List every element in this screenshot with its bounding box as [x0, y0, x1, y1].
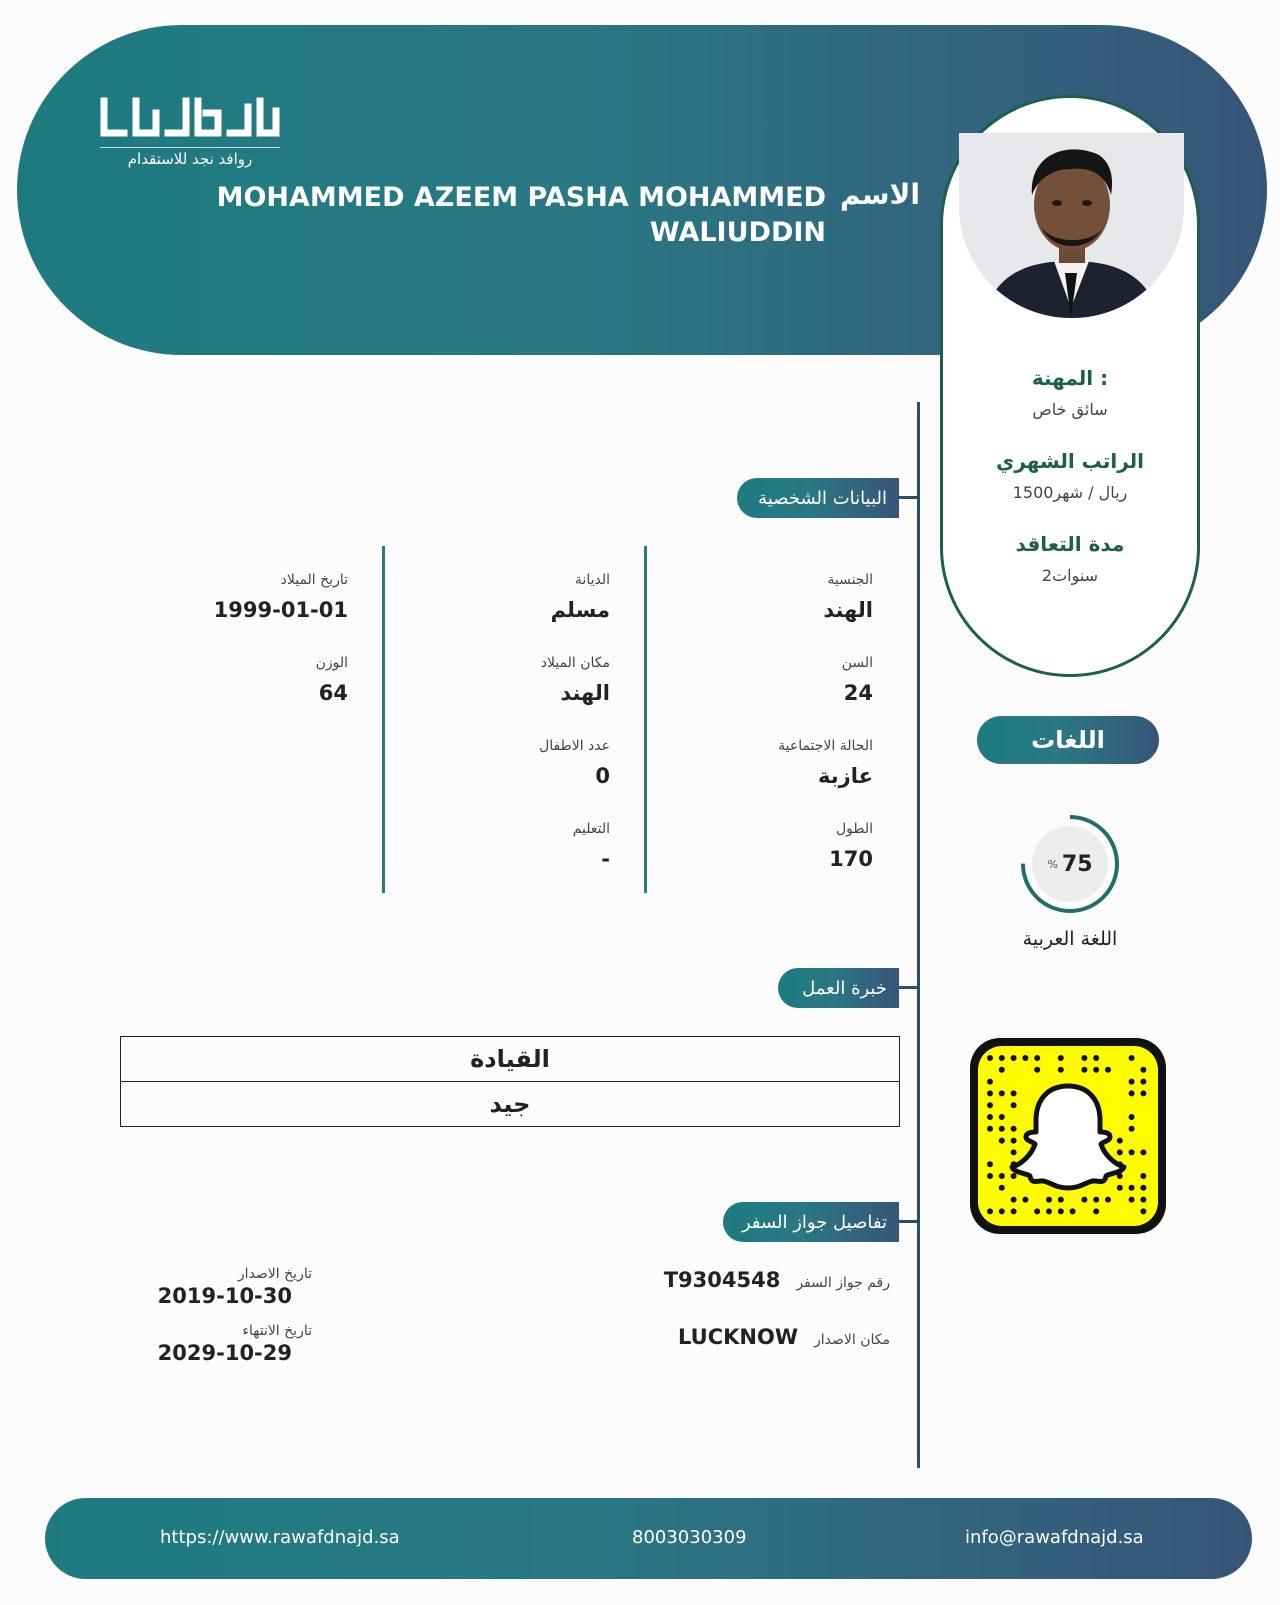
snapcode-dot [1011, 1138, 1017, 1144]
snapcode-dot [987, 1079, 993, 1085]
table-row [121, 1037, 900, 1082]
snapcode-dot [1129, 1079, 1135, 1085]
snapcode-dot [1022, 1197, 1028, 1203]
snapcode-dot [999, 1090, 1005, 1096]
snapcode-dot [1117, 1138, 1123, 1144]
snapcode-dot [999, 1126, 1005, 1132]
nationality-label: الجنسية [827, 572, 873, 588]
snapcode-dot [1140, 1197, 1146, 1203]
snapcode-dot [1058, 1067, 1064, 1073]
snapcode-dot [1034, 1055, 1040, 1061]
field-weight [316, 655, 348, 705]
marital-label: الحالة الاجتماعية [778, 738, 873, 754]
name-label: الاسم [840, 178, 920, 211]
dob-label: تاريخ الميلاد [280, 572, 348, 588]
snapcode-dot [1129, 1055, 1135, 1061]
birthplace-label: مكان الميلاد [540, 655, 610, 671]
snapcode-dot [999, 1067, 1005, 1073]
table-cell: القيادة [121, 1037, 900, 1082]
issue-place-row [678, 1325, 890, 1349]
snapcode-dot [1093, 1197, 1099, 1203]
snapcode-dot [999, 1208, 1005, 1214]
expiry-date-block [242, 1323, 312, 1339]
snapcode-dot [1093, 1067, 1099, 1073]
table-row [121, 1082, 900, 1127]
snapcode-dot [1129, 1197, 1135, 1203]
field-religion [551, 572, 610, 622]
issue-date-value: 2019-10-30 [157, 1284, 292, 1308]
snapcode-dot [1129, 1149, 1135, 1155]
snapcode-dot [987, 1055, 993, 1061]
age-value: 24 [843, 681, 873, 705]
candidate-name: MOHAMMED AZEEM PASHA MOHAMMED WALIUDDIN [216, 182, 826, 248]
snapcode-dot [987, 1161, 993, 1167]
section-personal: البيانات الشخصية [737, 478, 899, 518]
snapcode-dot [1140, 1079, 1146, 1085]
connector [899, 1220, 919, 1223]
salary-label: الراتب الشهري [996, 449, 1144, 473]
snapcode-dot [1046, 1208, 1052, 1214]
snapcode-dot [1081, 1055, 1087, 1061]
children-label: عدد الاطفال [539, 738, 610, 754]
logo-caption: روافد نجد للاستقدام [100, 147, 280, 168]
language-percent: 75 [1061, 851, 1093, 877]
snapcode-dot [1140, 1149, 1146, 1155]
weight-label: الوزن [315, 655, 348, 671]
section-experience: خبرة العمل [778, 968, 899, 1008]
snapcode-dot [1034, 1067, 1040, 1073]
gauge-label [1018, 812, 1122, 916]
snapcode-dot [1129, 1114, 1135, 1120]
religion-value: مسلم [550, 598, 610, 622]
contract-label: مدة التعاقد [1015, 532, 1125, 556]
education-label: التعليم [572, 821, 610, 837]
marital-value: عازبة [818, 764, 873, 788]
snapcode-dot [1034, 1208, 1040, 1214]
languages-title: اللغات [977, 716, 1159, 764]
weight-value: 64 [318, 681, 348, 705]
snapcode-dot [987, 1173, 993, 1179]
snapcode-dot [1070, 1208, 1076, 1214]
snapcode-dot [1022, 1055, 1028, 1061]
snapcode-dot [999, 1185, 1005, 1191]
snapcode-dot [1058, 1208, 1064, 1214]
snapcode-dot [1081, 1067, 1087, 1073]
snapcode-dot [999, 1138, 1005, 1144]
height-label: الطول [835, 821, 873, 837]
snapcode-dot [1105, 1067, 1111, 1073]
snapcode-dot [1129, 1185, 1135, 1191]
connector [899, 496, 919, 499]
field-children [539, 738, 610, 788]
snapcode-dot [987, 1114, 993, 1120]
contract-value: 2سنوات [1041, 566, 1099, 585]
company-logo [100, 95, 280, 171]
snapcode-dot [1011, 1208, 1017, 1214]
footer-phone[interactable]: 8003030309 [632, 1527, 747, 1548]
snapcode-dot [1140, 1185, 1146, 1191]
snapcode-dot [1129, 1126, 1135, 1132]
passport-number-row [664, 1268, 890, 1292]
expiry-date-value-block [158, 1339, 292, 1365]
education-value: - [601, 847, 610, 871]
snapcode-dot [1093, 1208, 1099, 1214]
religion-label: الديانة [574, 572, 610, 588]
logo-mark-icon [100, 95, 280, 141]
snapcode-dot [1140, 1208, 1146, 1214]
portrait-image [959, 133, 1184, 318]
snapcode-dot [987, 1126, 993, 1132]
snapcode-qr-icon [968, 1036, 1168, 1236]
connector [899, 986, 919, 989]
issue-date-block [238, 1266, 312, 1282]
profession-value: سائق خاص [1032, 400, 1108, 419]
snapcode-dot [1011, 1173, 1017, 1179]
snapcode-dot [1011, 1055, 1017, 1061]
snapcode-dot [999, 1055, 1005, 1061]
issue-date-value-block [158, 1282, 292, 1308]
passport-number-value: T9304548 [663, 1268, 781, 1292]
field-height [829, 821, 873, 871]
field-birthplace [541, 655, 610, 705]
column-divider [644, 546, 647, 893]
snapcode-dot [1081, 1197, 1087, 1203]
footer-bar [45, 1498, 1252, 1579]
snapcode-dot [987, 1102, 993, 1108]
snapcode-dot [1058, 1197, 1064, 1203]
snapcode-dot [1011, 1090, 1017, 1096]
snapcode-dot [1117, 1185, 1123, 1191]
field-nationality [823, 572, 873, 622]
issue-date-label: تاريخ الاصدار [237, 1266, 312, 1282]
snapcode-dot [1105, 1197, 1111, 1203]
expiry-date-value: 2029-10-29 [157, 1341, 292, 1365]
experience-table [120, 1036, 900, 1127]
candidate-photo [959, 133, 1184, 318]
salary-value: 1500ريال / شهر [1012, 483, 1128, 502]
snapcode-dot [1093, 1055, 1099, 1061]
snapcode-dot [1140, 1067, 1146, 1073]
issue-place-label: مكان الاصدار [814, 1332, 890, 1348]
field-marital-status [778, 738, 873, 788]
snapcode-dot [1011, 1102, 1017, 1108]
language-name: اللغة العربية [1022, 928, 1118, 950]
profession-label: المهنة : [1031, 366, 1109, 390]
snapcode-dot [999, 1114, 1005, 1120]
nationality-value: الهند [823, 598, 873, 622]
snapcode-dot [1058, 1055, 1064, 1061]
snapcode-dot [1011, 1197, 1017, 1203]
snapcode-dot [1140, 1173, 1146, 1179]
field-dob [214, 572, 348, 622]
snapcode-dot [999, 1173, 1005, 1179]
snapcode-dot [1117, 1149, 1123, 1155]
field-education [573, 821, 610, 871]
percent-sign: % [1047, 857, 1058, 871]
profile-card [940, 95, 1200, 677]
snapcode-dot [1011, 1149, 1017, 1155]
footer-website-link[interactable]: https://www.rawafdnajd.sa [160, 1527, 400, 1548]
dob-value: 1999-01-01 [213, 598, 348, 622]
expiry-date-label: تاريخ الانتهاء [242, 1323, 312, 1339]
footer-email-link[interactable]: info@rawafdnajd.sa [965, 1527, 1144, 1548]
age-label: السن [841, 655, 873, 671]
snapcode-dot [1140, 1090, 1146, 1096]
passport-number-label: رقم جواز السفر [796, 1275, 890, 1291]
snapcode-dot [987, 1090, 993, 1096]
section-passport: تفاصيل جواز السفر [723, 1202, 899, 1242]
issue-place-value: LUCKNOW [678, 1325, 798, 1349]
field-age [842, 655, 873, 705]
height-value: 170 [829, 847, 873, 871]
children-value: 0 [595, 764, 610, 788]
table-cell: جيد [121, 1082, 900, 1127]
snapcode-dot [987, 1208, 993, 1214]
snapcode-dot [1011, 1126, 1017, 1132]
snapcode-dot [1046, 1197, 1052, 1203]
snapcode-dot [1129, 1090, 1135, 1096]
birthplace-value: الهند [560, 681, 610, 705]
timeline-line [917, 402, 920, 1468]
column-divider [382, 546, 385, 893]
